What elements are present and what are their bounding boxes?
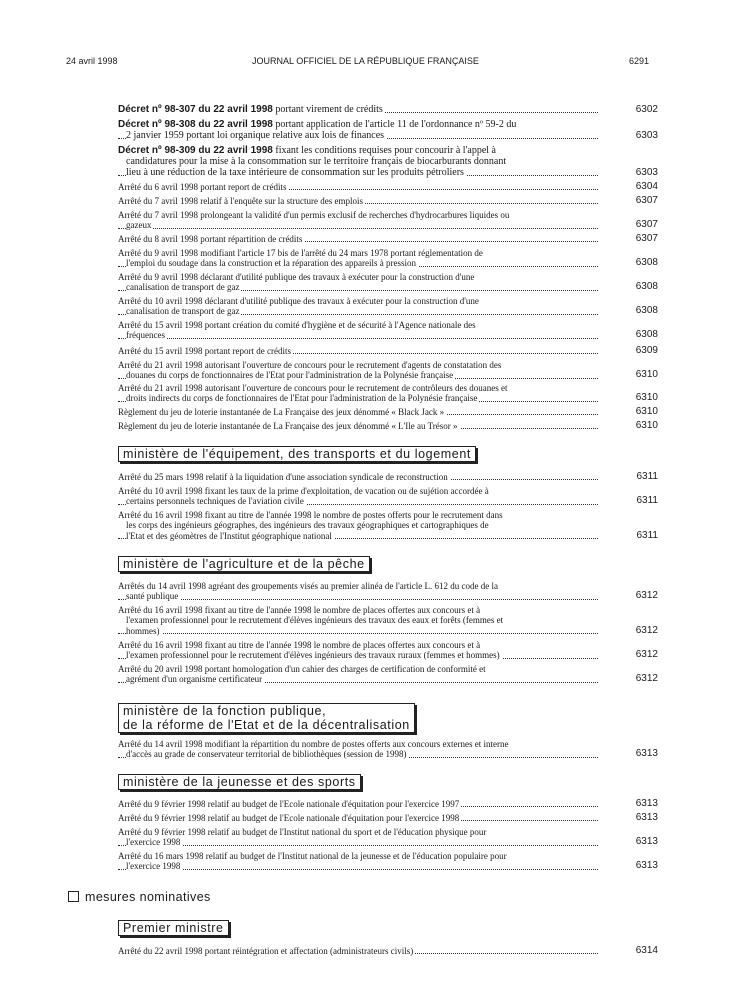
toc-entry-text: l'exercice 1998 <box>126 837 181 848</box>
toc-entry-text: Arrêté du 7 avril 1998 relatif à l'enquête sur la structure des emplois <box>118 196 364 206</box>
toc-entry <box>118 472 658 482</box>
toc-entry-text: Arrêté du 22 avril 1998 portant réintégration et affectation (administrateurs civils) <box>118 946 414 956</box>
dot-leader <box>118 633 598 634</box>
mesures-nominatives-heading <box>68 890 211 904</box>
toc-entry-text: d'accès au grade de conservateur territorial de bibliothèques (session de 1998) <box>126 749 407 760</box>
section-title-line: ministère de la jeunesse et des sports <box>123 775 356 789</box>
toc-entry-text: l'exercice 1998 <box>126 861 181 872</box>
toc-entry-line <box>118 330 658 340</box>
dot-leader <box>118 228 598 229</box>
toc-page-number: 6312 <box>635 650 658 661</box>
section-premier-ministre <box>118 920 229 936</box>
toc-entry-line <box>118 167 658 178</box>
mesures-nominatives-label: mesures nominatives <box>85 890 211 904</box>
toc-entry-line <box>118 861 658 871</box>
header-title: JOURNAL OFFICIEL DE LA RÉPUBLIQUE FRANÇAISE <box>252 56 479 66</box>
section-jeunesse <box>118 774 361 790</box>
toc-entry <box>118 510 658 541</box>
toc-page-number: 6310 <box>635 393 658 404</box>
toc-page-number: 6308 <box>635 330 658 341</box>
toc-entry <box>118 421 658 431</box>
toc-entry-text: Arrêté du 16 mars 1998 relatif au budget de l'Institut national de la jeunesse et de l'éducation populaire pour <box>118 851 507 861</box>
section-title-line: ministère de la fonction publique, <box>123 704 327 718</box>
toc-entry-line <box>118 615 658 625</box>
header-date: 24 avril 1998 <box>66 56 118 66</box>
toc-entry-text: Arrêté du 15 avril 1998 portant création du comité d'hygiène et de sécurité à l'Agence nationale des <box>118 320 476 330</box>
toc-entry-text: Arrêté du 8 avril 1998 portant répartition de crédits <box>118 234 303 244</box>
toc-entry <box>118 383 658 404</box>
toc-entry-text: Arrêté du 20 avril 1998 portant homologation d'un cahier des charges de certification de conformité et <box>118 664 486 674</box>
toc-entry <box>118 946 658 956</box>
toc-entry-text: Arrêtés du 14 avril 1998 agréant des groupements visés au premier alinéa de l'article L. 612 du code de la <box>118 581 498 591</box>
toc-entry-line <box>118 486 658 496</box>
toc-page-number: 6313 <box>635 813 658 823</box>
toc-entry-text: Décret nº 98-308 du 22 avril 1998 portant application de l'article 11 de l'ordonnance nº 59-2 du <box>118 119 517 130</box>
toc-entry-line <box>118 851 658 861</box>
toc-entry-text: Règlement du jeu de loterie instantanée de La Française des jeux dénommé « L'Ile au Trésor » <box>118 421 458 431</box>
toc-entry-line <box>118 272 658 282</box>
section-fonction-publique <box>118 703 415 733</box>
toc-entry-text: l'Etat et des géomètres de l'Institut géographique national <box>126 530 332 541</box>
toc-entry <box>118 272 658 293</box>
toc-entry-line <box>118 421 658 431</box>
toc-entry-line <box>118 234 658 244</box>
toc-page-number: 6312 <box>635 591 658 602</box>
toc-page-number: 6313 <box>635 749 658 760</box>
toc-entry-line <box>118 248 658 258</box>
toc-entry-line <box>118 210 658 220</box>
decree-number: Décret nº 98-309 du 22 avril 1998 <box>118 145 273 156</box>
toc-entry-text: Arrêté du 9 février 1998 relatif au budget de l'Ecole nationale d'équitation pour l'exercice 1998 <box>118 813 460 823</box>
toc-entry-text: douanes du corps de fonctionnaires de l'Etat pour l'administration de la Polynésie française <box>126 370 454 381</box>
toc-entry-line <box>118 640 658 650</box>
toc-entry-text: Règlement du jeu de loterie instantanée de La Française des jeux dénommé « Black Jack » <box>118 407 445 417</box>
toc-entry <box>118 640 658 661</box>
toc-entry <box>118 210 658 231</box>
toc-entry-text: Arrêté du 25 mars 1998 relatif à la liquidation d'une association syndicale de reconstruction <box>118 472 448 482</box>
toc-page-number: 6302 <box>635 104 658 115</box>
toc-entry-line <box>118 799 658 809</box>
toc-entry-text: Arrêté du 15 avril 1998 portant report de crédits <box>118 346 291 356</box>
toc-entry-line <box>118 827 658 837</box>
toc-entry <box>118 581 658 602</box>
toc-entry-line <box>118 407 658 417</box>
toc-entry-text: Arrêté du 9 février 1998 relatif au budget de l'Ecole nationale d'équitation pour l'exercice 1997 <box>118 799 460 809</box>
toc-page-number: 6307 <box>635 234 658 244</box>
toc-entry-line <box>118 496 658 506</box>
toc-entry-line <box>118 220 658 230</box>
toc-entry-line <box>118 591 658 601</box>
toc-entry <box>118 320 658 341</box>
toc-page-number: 6311 <box>636 472 658 482</box>
toc-entry-line <box>118 196 658 206</box>
toc-page-number: 6304 <box>635 182 658 192</box>
toc-entry-line <box>118 130 658 141</box>
toc-entry-line <box>118 531 658 541</box>
toc-page-number: 6308 <box>635 282 658 293</box>
toc-entry <box>118 119 658 141</box>
toc-entry <box>118 664 658 685</box>
toc-page-number: 6309 <box>635 346 658 356</box>
toc-page-number: 6311 <box>636 496 658 507</box>
toc-page-number: 6312 <box>635 674 658 685</box>
toc-entry-line <box>118 119 658 130</box>
toc-entry-line <box>118 472 658 482</box>
toc-entry <box>118 104 658 115</box>
toc-page-number: 6311 <box>636 530 658 541</box>
toc-entry-line <box>118 581 658 591</box>
toc-entry <box>118 360 658 381</box>
toc-entry-text: lieu à une réduction de la taxe intérieure de consommation sur les produits pétroliers <box>126 167 464 178</box>
toc-entry-line <box>118 383 658 393</box>
toc-entry-line <box>118 346 658 356</box>
toc-entry-line <box>118 156 658 167</box>
toc-page-number: 6307 <box>635 196 658 206</box>
toc-entry-text: 2 janvier 1959 portant loi organique relative aux lois de finances <box>126 130 385 141</box>
toc-page-number: 6313 <box>635 861 658 872</box>
toc-entry-text: Arrêté du 16 avril 1998 fixant au titre de l'année 1998 le nombre de places offertes aux concours et à <box>118 605 481 615</box>
toc-page-number: 6312 <box>635 625 658 636</box>
toc-entry-line <box>118 104 658 115</box>
toc-entry-line <box>118 306 658 316</box>
toc-entry-text: canalisation de transport de gaz <box>126 306 240 317</box>
toc-entry-text: Arrêté du 21 avril 1998 autorisant l'ouverture de concours pour le recrutement de contrôleurs des douanes et <box>118 383 508 393</box>
dot-leader <box>118 869 598 870</box>
toc-page-number: 6313 <box>635 837 658 848</box>
toc-entry-line <box>118 393 658 403</box>
toc-entry <box>118 739 658 760</box>
toc-entry-line <box>118 813 658 823</box>
toc-entry-line <box>118 650 658 660</box>
toc-entry-line <box>118 282 658 292</box>
header-page-number: 6291 <box>629 56 650 66</box>
toc-entry <box>118 248 658 269</box>
toc-entry <box>118 799 658 809</box>
toc-entry-line <box>118 320 658 330</box>
toc-entry-text: agrément d'un organisme certificateur <box>126 674 263 685</box>
toc-entry-text: Arrêté du 6 avril 1998 portant report de crédits <box>118 182 287 192</box>
toc-entry-text: l'emploi du soudage dans la construction et la réparation des appareils à pression <box>126 258 417 269</box>
decree-number: Décret nº 98-308 du 22 avril 1998 <box>118 119 273 130</box>
toc-entry <box>118 407 658 417</box>
dot-leader <box>118 845 598 846</box>
toc-entry <box>118 196 658 206</box>
toc-entry-text: Arrêté du 7 avril 1998 prolongeant la validité d'un permis exclusif de recherches d'hydrocarbures liquides ou <box>118 210 510 220</box>
toc-entry-line <box>118 182 658 192</box>
toc-entry <box>118 182 658 192</box>
toc-entry-text: canalisation de transport de gaz <box>126 282 240 293</box>
toc-entry-line <box>118 296 658 306</box>
toc-entry-text: Arrêté du 16 avril 1998 fixant au titre de l'année 1998 le nombre de places offertes aux concours et à <box>118 640 481 650</box>
toc-entry <box>118 486 658 507</box>
section-agriculture <box>118 556 370 572</box>
decree-number: Décret nº 98-307 du 22 avril 1998 <box>118 104 273 115</box>
toc-entry-line <box>118 370 658 380</box>
toc-page-number: 6310 <box>635 407 658 417</box>
section-equipement <box>118 446 476 462</box>
toc-entry <box>118 813 658 823</box>
toc-entry-text: droits indirects du corps de fonctionnaires de l'Etat pour l'administration de la Polynésie française <box>126 393 478 404</box>
toc-entry <box>118 605 658 636</box>
toc-entry-text: santé publique <box>126 591 179 602</box>
toc-entry-text: l'examen professionnel pour le recrutement d'élèves ingénieurs des travaux ruraux (femmes et hommes) <box>126 650 500 661</box>
toc-page-number: 6307 <box>635 220 658 231</box>
toc-entry-text: Arrêté du 16 avril 1998 fixant au titre de l'année 1998 le nombre de postes offerts pour le recrutement dans <box>118 510 503 520</box>
toc-entry-line <box>118 258 658 268</box>
toc-page-number: 6303 <box>635 167 658 178</box>
toc-entry-text: Arrêté du 9 avril 1998 déclarant d'utilité publique des travaux à exécuter pour la construction d'une <box>118 272 475 282</box>
toc-page-number: 6303 <box>635 130 658 141</box>
toc-entry-line <box>118 626 658 636</box>
toc-page-number: 6313 <box>635 799 658 809</box>
toc-entry-text: Arrêté du 9 avril 1998 modifiant l'article 17 bis de l'arrêté du 24 mars 1978 portant réglementation de <box>118 248 483 258</box>
toc-entry-text: Arrêté du 10 avril 1998 déclarant d'utilité publique des travaux à exécuter pour la construction d'une <box>118 296 479 306</box>
checkbox-square-icon <box>68 891 79 902</box>
toc-entry-text: les corps des ingénieurs géographes, des ingénieurs des travaux géographiques et cartographiques de <box>126 520 489 531</box>
section-title-line: ministère de l'équipement, des transports et du logement <box>123 447 471 461</box>
toc-entry-text: Arrêté du 14 avril 1998 modifiant la répartition du nombre de postes offerts aux concours externes et interne <box>118 739 509 749</box>
toc-entry <box>118 234 658 244</box>
toc-entry-line <box>118 605 658 615</box>
toc-entry <box>118 851 658 872</box>
toc-entry-text: Arrêté du 10 avril 1998 fixant les taux de la prime d'exploitation, de vacation ou de sujétion accordée à <box>118 486 489 496</box>
toc-entry-text: Décret nº 98-307 du 22 avril 1998 portant virement de crédits <box>118 104 383 115</box>
toc-entry-text: Arrêté du 21 avril 1998 autorisant l'ouverture de concours pour le recrutement d'agents de constatation des <box>118 360 502 370</box>
toc-page-number: 6310 <box>635 421 658 431</box>
toc-page-number: 6314 <box>635 946 658 956</box>
toc-entry-text: Arrêté du 9 février 1998 relatif au budget de l'Institut national du sport et de l'éducation physique pour <box>118 827 487 837</box>
section-title-line: de la réforme de l'Etat et de la décentralisation <box>123 718 410 732</box>
toc-page-number: 6308 <box>635 258 658 269</box>
toc-entry <box>118 296 658 317</box>
toc-entry-text: fréquences <box>126 330 165 341</box>
toc-entry-line <box>118 510 658 520</box>
toc-entry-line <box>118 360 658 370</box>
toc-entry <box>118 346 658 356</box>
dot-leader <box>118 599 598 600</box>
section-title-line: Premier ministre <box>123 921 224 935</box>
toc-entry-text: hommes) <box>126 625 160 636</box>
toc-entry-text: Décret nº 98-309 du 22 avril 1998 fixant les conditions requises pour concourir à l'appel à <box>118 145 496 156</box>
toc-entry-text: certains personnels techniques de l'aviation civile <box>126 496 304 507</box>
toc-entry-line <box>118 520 658 530</box>
toc-entry-line <box>118 145 658 156</box>
toc-entry-line <box>118 837 658 847</box>
toc-entry-line <box>118 749 658 759</box>
toc-entry-text: gazeux <box>126 220 152 231</box>
toc-entry-line <box>118 674 658 684</box>
toc-entry <box>118 827 658 848</box>
toc-entry-line <box>118 739 658 749</box>
page-header <box>0 0 731 66</box>
toc-entry-line <box>118 946 658 956</box>
section-title-line: ministère de l'agriculture et de la pêche <box>123 557 365 571</box>
toc-page-number: 6310 <box>635 370 658 381</box>
toc-page-number: 6308 <box>635 306 658 317</box>
dot-leader <box>118 338 598 339</box>
toc-entry-text: l'examen professionnel pour le recrutement d'élèves ingénieurs des travaux des eaux et forêts (femmes et <box>126 615 504 626</box>
toc-entry-text: candidatures pour la mise à la consommation sur le territoire français de biocarburants donnant <box>126 156 507 167</box>
toc-entry-line <box>118 664 658 674</box>
toc-entry <box>118 145 658 178</box>
